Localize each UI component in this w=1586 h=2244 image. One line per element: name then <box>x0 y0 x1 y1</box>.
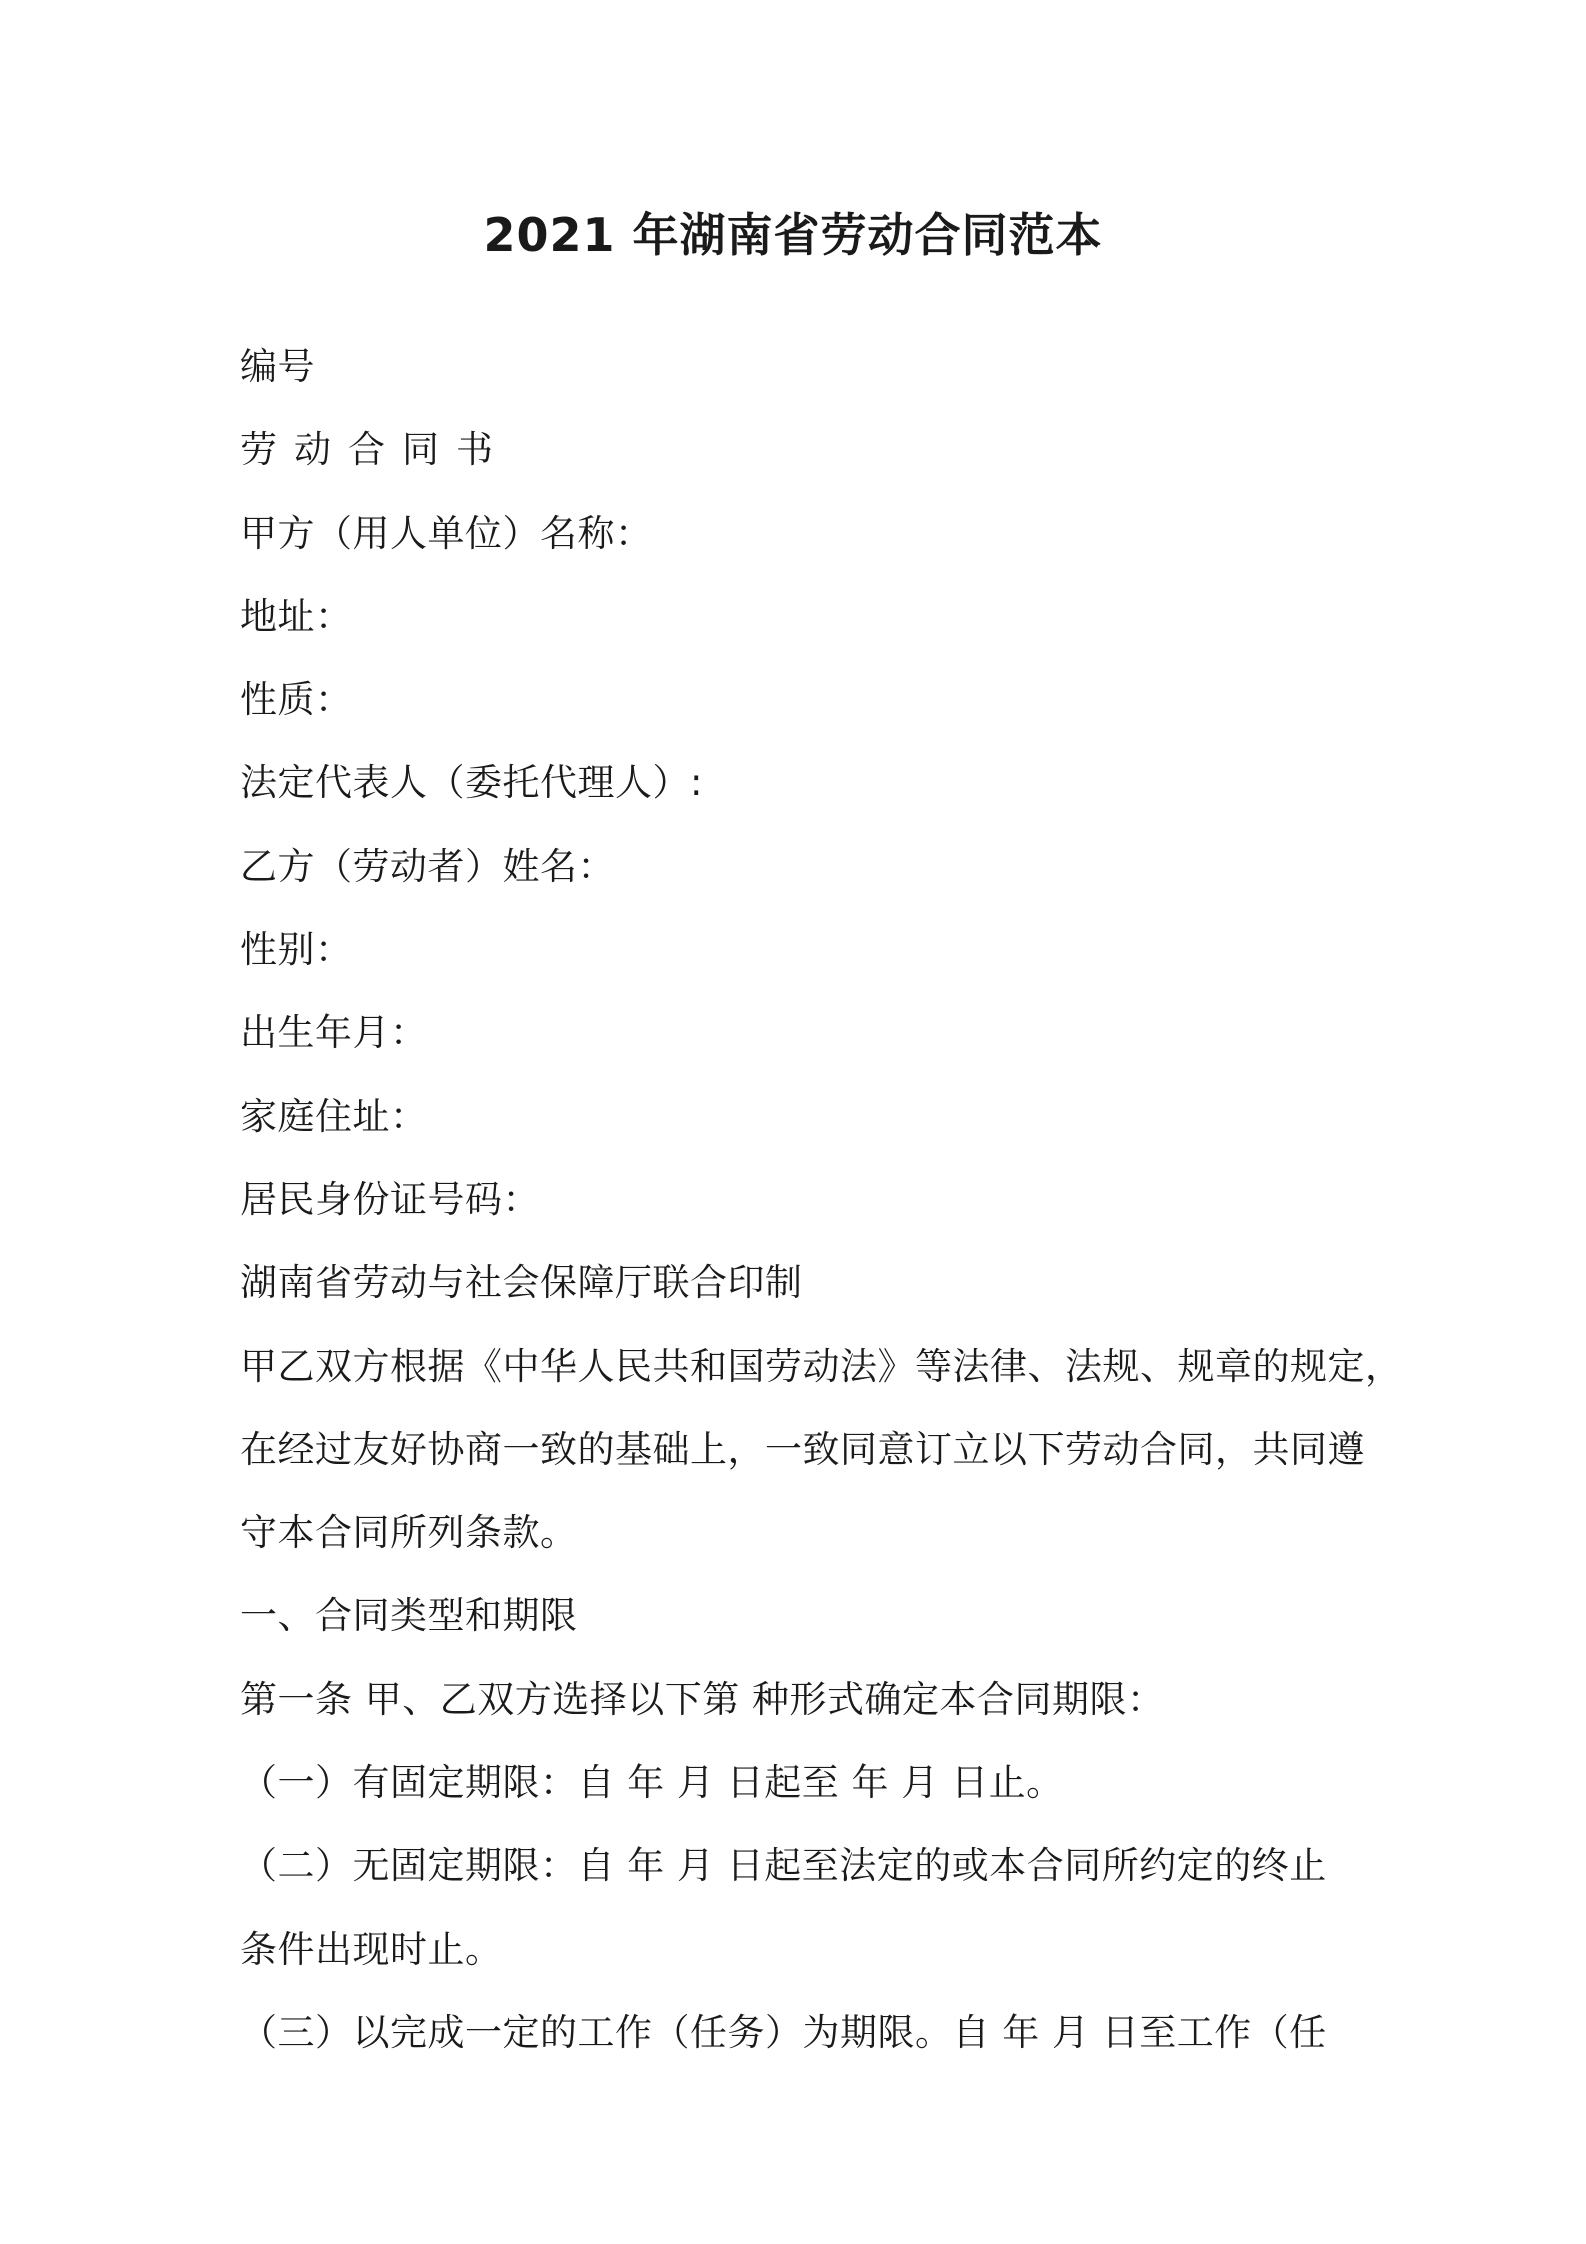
document-title: 2021 年湖南省劳动合同范本 <box>483 208 1103 262</box>
nature-label: 性质： <box>240 678 353 722</box>
option-line: （一）有固定期限：自 年 月 日起至 年 月 日止。 <box>240 1761 1064 1805</box>
option-line: 条件出现时止。 <box>240 1927 503 1971</box>
section-heading: 一、合同类型和期限 <box>240 1594 578 1638</box>
birth-date-label: 出生年月： <box>240 1011 428 1055</box>
gender-label: 性别： <box>240 928 353 972</box>
address-label: 地址： <box>240 594 353 638</box>
legal-representative-label: 法定代表人（委托代理人）: <box>240 761 703 805</box>
option-line: （二）无固定期限：自 年 月 日起至法定的或本合同所约定的终止 <box>240 1844 1327 1888</box>
paragraph-line: 在经过友好协商一致的基础上，一致同意订立以下劳动合同，共同遵 <box>240 1427 1365 1471</box>
paragraph-line: 甲乙双方根据《中华人民共和国劳动法》等法律、法规、规章的规定， <box>240 1344 1403 1388</box>
article-line: 第一条 甲、乙双方选择以下第 种形式确定本合同期限： <box>240 1677 1165 1721</box>
option-line: （三）以完成一定的工作（任务）为期限。自 年 月 日至工作（任 <box>240 2010 1327 2054</box>
paragraph-line: 守本合同所列条款。 <box>240 1511 578 1555</box>
contract-heading: 劳动合同书 <box>240 428 510 472</box>
field-number-label: 编号 <box>240 345 315 388</box>
printer-note: 湖南省劳动与社会保障厅联合印制 <box>240 1261 803 1305</box>
party-a-name-label: 甲方（用人单位）名称： <box>240 511 653 555</box>
id-number-label: 居民身份证号码： <box>240 1177 540 1221</box>
home-address-label: 家庭住址： <box>240 1094 428 1138</box>
document-body <box>240 325 1403 2074</box>
party-b-name-label: 乙方（劳动者）姓名： <box>240 844 615 888</box>
